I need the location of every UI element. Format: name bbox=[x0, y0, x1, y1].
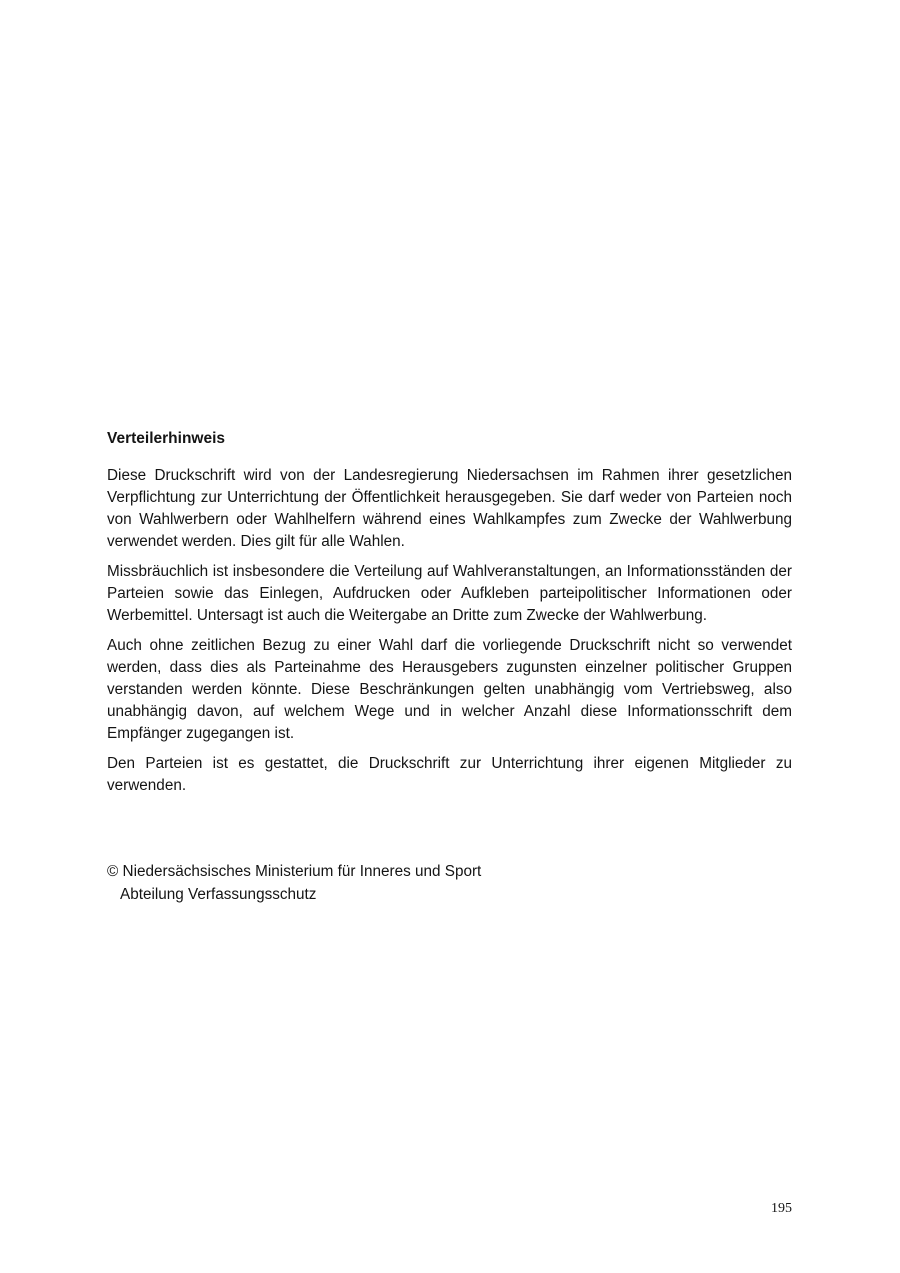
notice-paragraph: Diese Druckschrift wird von der Landesregierung Niedersachsen im Rahmen ihrer gesetzlichen Verpflichtung zur Unterrichtung der Öffentlichkeit herausgegeben. Sie darf weder von Parteien noch von Wahlwerbern oder Wahlhelfern während eines Wahlkampfes zum Zwecke der Wahlwerbung verwendet werden. Dies gilt für alle Wahlen. bbox=[107, 467, 792, 550]
notice-paragraph: Missbräuchlich ist insbesondere die Verteilung auf Wahlveranstaltungen, an Informationsständen der Parteien sowie das Einlegen, Aufdrucken oder Aufkleben parteipolitischer Informationen oder Werbemittel. Untersagt ist auch die Weitergabe an Dritte zum Zwecke der Wahlwerbung. bbox=[107, 563, 792, 624]
copyright-line-department: Abteilung Verfassungsschutz bbox=[120, 886, 317, 903]
copyright-line-ministry: © Niedersächsisches Ministerium für Inneres und Sport bbox=[107, 863, 482, 880]
notice-paragraph: Auch ohne zeitlichen Bezug zu einer Wahl darf die vorliegende Druckschrift nicht so verwendet werden, dass dies als Parteinahme des Herausgebers zugunsten einzelner politischer Gruppen verstanden werden könnte. Diese Beschränkungen gelten unabhängig vom Vertriebsweg, also unabhängig davon, auf welchem Wege und in welcher Anzahl diese Informationsschrift dem Empfänger zugegangen ist. bbox=[107, 637, 792, 742]
copyright-block bbox=[107, 860, 707, 906]
notice-paragraph: Den Parteien ist es gestattet, die Druckschrift zur Unterrichtung ihrer eigenen Mitglieder zu verwenden. bbox=[107, 755, 792, 794]
page-number: 195 bbox=[771, 1201, 792, 1216]
distribution-notice bbox=[107, 428, 792, 805]
notice-heading: Verteilerhinweis bbox=[107, 430, 226, 447]
